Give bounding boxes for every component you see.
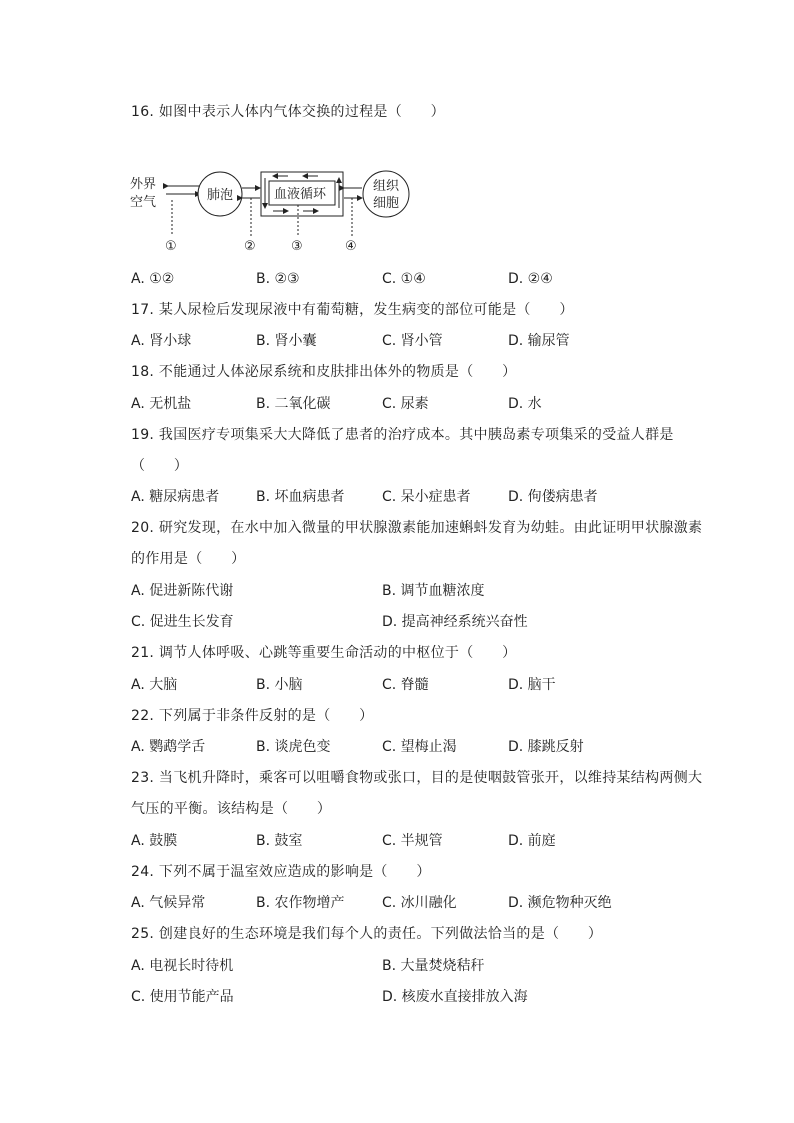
q24-option-c: C. 冰川融化 bbox=[382, 895, 457, 911]
q19-option-a: A. 糖尿病患者 bbox=[131, 489, 220, 505]
question-19-stem: 19. 我国医疗专项集采大大降低了患者的治疗成本。其中胰岛素专项集采的受益人群是 bbox=[131, 427, 674, 443]
tissue-label-2: 细胞 bbox=[373, 196, 400, 211]
q23-option-b: B. 鼓室 bbox=[256, 833, 303, 849]
question-21-stem: 21. 调节人体呼吸、心跳等重要生命活动的中枢位于（ ） bbox=[131, 645, 517, 661]
q18-option-c: C. 尿素 bbox=[382, 396, 429, 412]
question-20-stem: 20. 研究发现，在水中加入微量的甲状腺激素能加速蝌蚪发育为幼蛙。由此证明甲状腺激素 bbox=[131, 520, 703, 536]
mark-3: ③ bbox=[291, 239, 303, 254]
question-20-stem-cont: 的作用是（ ） bbox=[131, 551, 246, 567]
question-25-stem: 25. 创建良好的生态环境是我们每个人的责任。下列做法恰当的是（ ） bbox=[131, 926, 603, 942]
q22-option-a: A. 鹦鹉学舌 bbox=[131, 739, 206, 755]
q22-option-d: D. 膝跳反射 bbox=[508, 739, 584, 755]
question-17-stem: 17. 某人尿检后发现尿液中有葡萄糖，发生病变的部位可能是（ ） bbox=[131, 302, 574, 318]
q20-option-c: C. 促进生长发育 bbox=[131, 614, 234, 630]
q16-option-b: B. ②③ bbox=[256, 271, 300, 287]
q25-option-b: B. 大量焚烧秸秆 bbox=[382, 958, 485, 974]
q19-option-d: D. 佝偻病患者 bbox=[508, 489, 598, 505]
q25-option-d: D. 核废水直接排放入海 bbox=[382, 989, 528, 1005]
q24-option-a: A. 气候异常 bbox=[131, 895, 206, 911]
q17-option-c: C. 肾小管 bbox=[382, 333, 443, 349]
question-23-stem: 23. 当飞机升降时，乘客可以咀嚼食物或张口，目的是使咽鼓管张开，以维持某结构两侧大 bbox=[131, 770, 703, 786]
gas-exchange-diagram bbox=[128, 164, 428, 264]
question-19-stem-cont: （ ） bbox=[131, 458, 189, 474]
q18-option-a: A. 无机盐 bbox=[131, 396, 192, 412]
mark-1: ① bbox=[165, 239, 177, 254]
q21-option-c: C. 脊髓 bbox=[382, 677, 429, 693]
q25-option-a: A. 电视长时待机 bbox=[131, 958, 234, 974]
q19-option-c: C. 呆小症患者 bbox=[382, 489, 471, 505]
q23-option-c: C. 半规管 bbox=[382, 833, 443, 849]
q20-option-d: D. 提高神经系统兴奋性 bbox=[382, 614, 528, 630]
q24-option-d: D. 濒危物种灭绝 bbox=[508, 895, 612, 911]
q16-option-d: D. ②④ bbox=[508, 271, 553, 287]
question-23-stem-cont: 气压的平衡。该结构是（ ） bbox=[131, 801, 332, 817]
q21-option-d: D. 脑干 bbox=[508, 677, 556, 693]
q20-option-b: B. 调节血糖浓度 bbox=[382, 583, 485, 599]
q21-option-b: B. 小脑 bbox=[256, 677, 303, 693]
outside-air-label-2: 空气 bbox=[130, 195, 157, 210]
q16-option-a: A. ①② bbox=[131, 271, 175, 287]
q21-option-a: A. 大脑 bbox=[131, 677, 178, 693]
q24-option-b: B. 农作物增产 bbox=[256, 895, 345, 911]
q19-option-b: B. 坏血病患者 bbox=[256, 489, 345, 505]
question-16-stem: 16. 如图中表示人体内气体交换的过程是（ ） bbox=[131, 104, 445, 120]
q18-option-d: D. 水 bbox=[508, 396, 542, 412]
question-22-stem: 22. 下列属于非条件反射的是（ ） bbox=[131, 708, 374, 724]
q23-option-d: D. 前庭 bbox=[508, 833, 556, 849]
mark-4: ④ bbox=[345, 239, 357, 254]
q22-option-c: C. 望梅止渴 bbox=[382, 739, 457, 755]
q25-option-c: C. 使用节能产品 bbox=[131, 989, 234, 1005]
blood-circulation-label: 血液循环 bbox=[274, 187, 327, 202]
q22-option-b: B. 谈虎色变 bbox=[256, 739, 331, 755]
q17-option-b: B. 肾小囊 bbox=[256, 333, 317, 349]
q18-option-b: B. 二氧化碳 bbox=[256, 396, 331, 412]
alveoli-label: 肺泡 bbox=[207, 188, 234, 203]
question-18-stem: 18. 不能通过人体泌尿系统和皮肤排出体外的物质是（ ） bbox=[131, 364, 517, 380]
q17-option-a: A. 肾小球 bbox=[131, 333, 192, 349]
q16-option-c: C. ①④ bbox=[382, 271, 426, 287]
question-24-stem: 24. 下列不属于温室效应造成的影响是（ ） bbox=[131, 864, 431, 880]
q17-option-d: D. 输尿管 bbox=[508, 333, 570, 349]
q20-option-a: A. 促进新陈代谢 bbox=[131, 583, 234, 599]
q23-option-a: A. 鼓膜 bbox=[131, 833, 178, 849]
outside-air-label-1: 外界 bbox=[130, 177, 157, 192]
tissue-label-1: 组织 bbox=[373, 179, 400, 194]
mark-2: ② bbox=[244, 239, 256, 254]
